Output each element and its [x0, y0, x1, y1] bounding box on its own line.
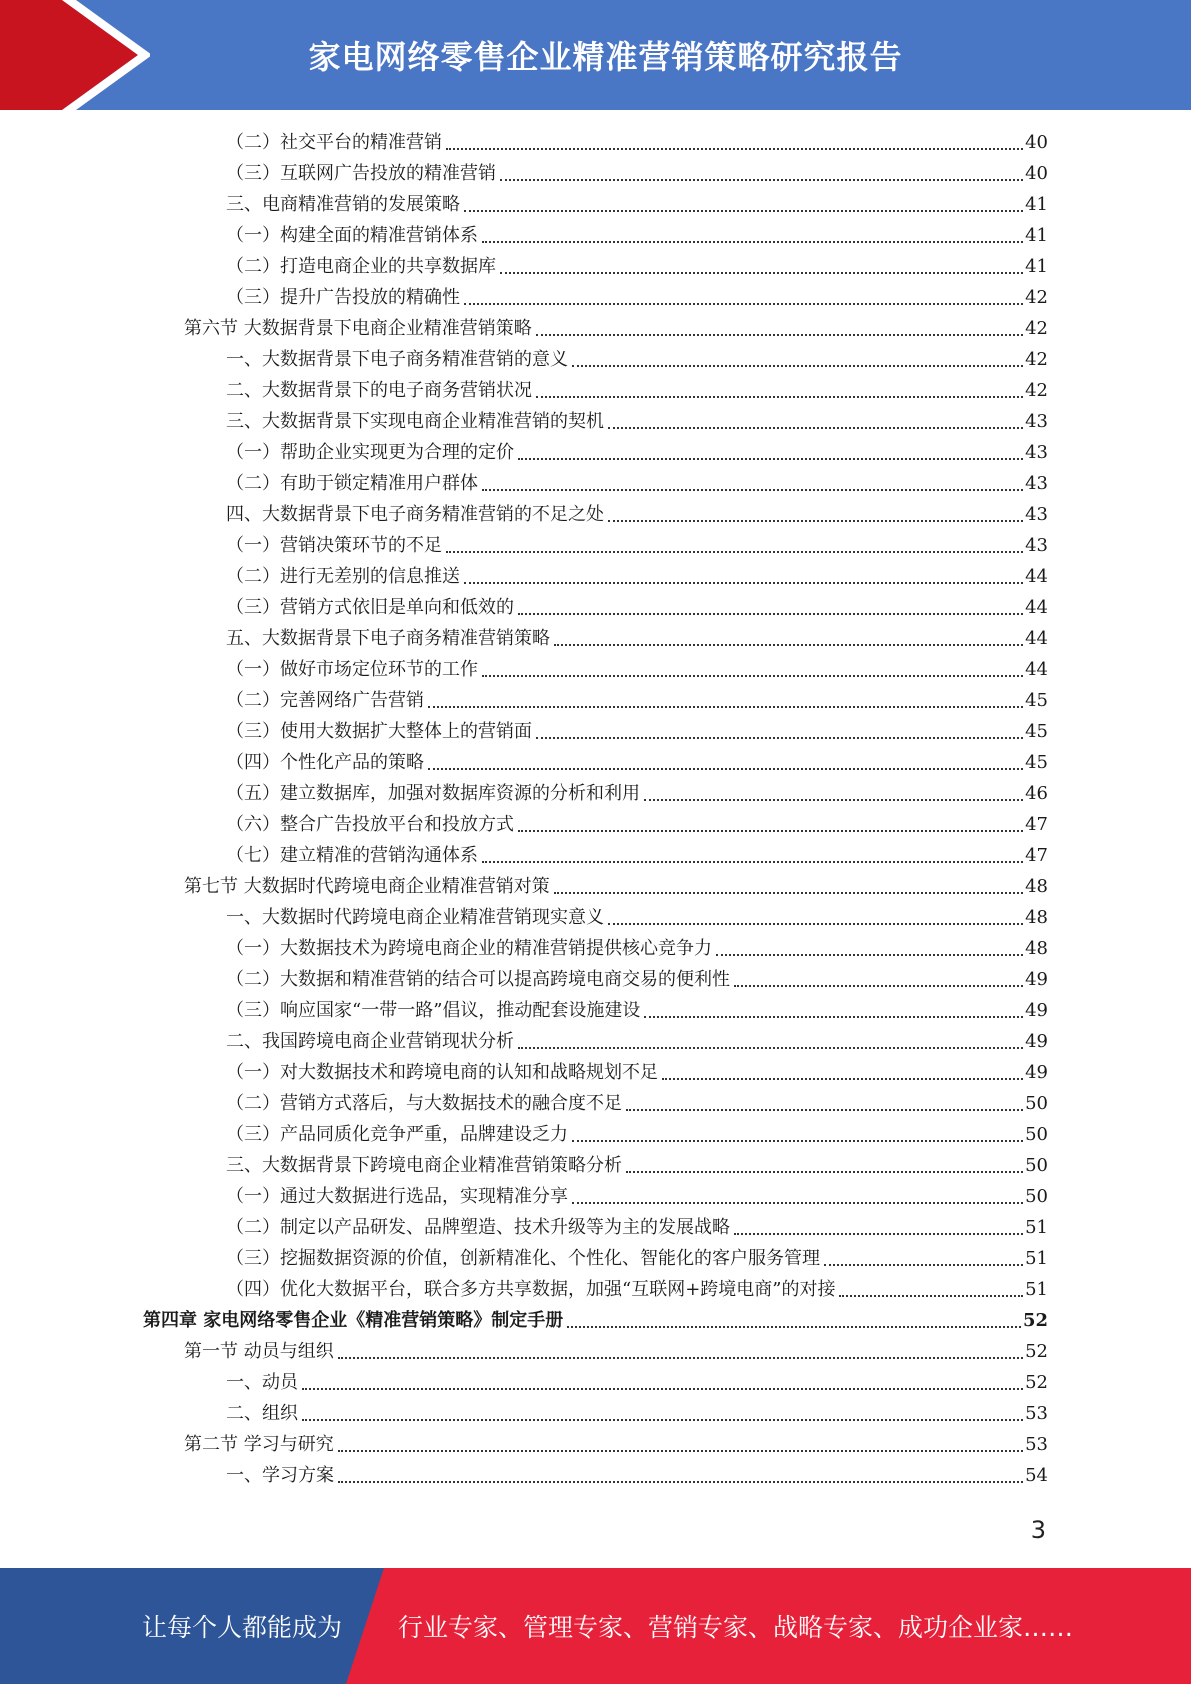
toc-entry-page: 50: [1025, 1124, 1048, 1145]
toc-leader-dots: [428, 767, 1023, 770]
toc-entry[interactable]: [226, 530, 1048, 561]
toc-entry[interactable]: [226, 127, 1048, 158]
page-title: 家电网络零售企业精准营销策略研究报告: [308, 38, 903, 76]
toc-entry-title: （一）对大数据技术和跨境电商的认知和战略规划不足: [226, 1062, 658, 1083]
toc-entry-page: 41: [1025, 256, 1048, 277]
toc-leader-dots: [482, 860, 1023, 863]
toc-entry-title: 一、大数据时代跨境电商企业精准营销现实意义: [226, 907, 604, 928]
toc-entry-page: 43: [1025, 473, 1048, 494]
toc-entry[interactable]: [226, 747, 1048, 778]
toc-entry[interactable]: [226, 716, 1048, 747]
toc-entry[interactable]: [226, 1057, 1048, 1088]
toc-entry-page: 42: [1025, 349, 1048, 370]
toc-leader-dots: [482, 240, 1023, 243]
toc-entry-page: 51: [1025, 1217, 1048, 1238]
toc-entry-page: 44: [1025, 597, 1048, 618]
toc-entry-title: 第六节 大数据背景下电商企业精准营销策略: [184, 318, 532, 339]
toc-leader-dots: [464, 302, 1023, 305]
toc-leader-dots: [446, 147, 1023, 150]
toc-leader-dots: [572, 1139, 1023, 1142]
toc-entry-title: 第七节 大数据时代跨境电商企业精准营销对策: [184, 876, 550, 897]
toc-leader-dots: [536, 395, 1023, 398]
toc-entry-title: （三）提升广告投放的精确性: [226, 287, 460, 308]
toc-leader-dots: [608, 426, 1023, 429]
toc-entry[interactable]: [226, 158, 1048, 189]
toc-entry-title: 四、大数据背景下电子商务精准营销的不足之处: [226, 504, 604, 525]
toc-entry[interactable]: [226, 1212, 1048, 1243]
toc-entry-page: 48: [1025, 876, 1048, 897]
toc-entry-page: 52: [1022, 1310, 1048, 1331]
toc-entry-title: （二）营销方式落后，与大数据技术的融合度不足: [226, 1093, 622, 1114]
toc-entry-title: 三、大数据背景下实现电商企业精准营销的契机: [226, 411, 604, 432]
toc-entry[interactable]: [143, 1305, 1048, 1336]
toc-leader-dots: [338, 1480, 1023, 1483]
toc-entry-page: 52: [1025, 1372, 1048, 1393]
toc-entry-title: （一）构建全面的精准营销体系: [226, 225, 478, 246]
toc-entry-page: 42: [1025, 380, 1048, 401]
toc-entry-title: 五、大数据背景下电子商务精准营销策略: [226, 628, 550, 649]
toc-leader-dots: [572, 1201, 1023, 1204]
toc-entry-title: （三）响应国家“一带一路”倡议，推动配套设施建设: [226, 1000, 641, 1021]
toc-entry-page: 45: [1025, 721, 1048, 742]
toc-entry-title: 第二节 学习与研究: [184, 1434, 334, 1455]
toc-entry[interactable]: [226, 1398, 1048, 1429]
toc-entry-title: （一）营销决策环节的不足: [226, 535, 442, 556]
toc-entry-page: 41: [1025, 194, 1048, 215]
toc-entry-page: 40: [1025, 163, 1048, 184]
toc-entry-title: 二、组织: [226, 1403, 298, 1424]
toc-entry-page: 52: [1025, 1341, 1048, 1362]
toc-entry[interactable]: [226, 1367, 1048, 1398]
toc-entry-title: （一）通过大数据进行选品，实现精准分享: [226, 1186, 568, 1207]
toc-entry-page: 46: [1025, 783, 1048, 804]
toc-entry-page: 50: [1025, 1186, 1048, 1207]
toc-entry[interactable]: [226, 1119, 1048, 1150]
toc-entry[interactable]: [226, 654, 1048, 685]
toc-entry-title: （二）社交平台的精准营销: [226, 132, 442, 153]
toc-leader-dots: [500, 178, 1023, 181]
toc-entry-page: 51: [1025, 1248, 1048, 1269]
page-number: 3: [1030, 1516, 1046, 1544]
footer-slogan-right: 行业专家、管理专家、营销专家、战略专家、成功企业家……: [398, 1613, 1074, 1642]
toc-entry[interactable]: [226, 1026, 1048, 1057]
toc-entry[interactable]: [226, 282, 1048, 313]
toc-leader-dots: [518, 457, 1023, 460]
toc-leader-dots: [554, 643, 1023, 646]
toc-entry-page: 53: [1025, 1434, 1048, 1455]
toc-entry-title: 三、电商精准营销的发展策略: [226, 194, 460, 215]
toc-leader-dots: [644, 1015, 1023, 1018]
toc-entry-title: （二）完善网络广告营销: [226, 690, 424, 711]
toc-entry-title: （三）营销方式依旧是单向和低效的: [226, 597, 514, 618]
toc-leader-dots: [446, 550, 1023, 553]
toc-entry-title: （六）整合广告投放平台和投放方式: [226, 814, 514, 835]
toc-entry[interactable]: [226, 1460, 1048, 1491]
toc-entry-page: 41: [1025, 225, 1048, 246]
toc-leader-dots: [734, 1232, 1023, 1235]
toc-entry-page: 43: [1025, 504, 1048, 525]
toc-leader-dots: [518, 1046, 1023, 1049]
toc-entry-title: （一）大数据技术为跨境电商企业的精准营销提供核心竞争力: [226, 938, 712, 959]
toc-entry-page: 49: [1025, 969, 1048, 990]
toc-leader-dots: [716, 953, 1023, 956]
toc-leader-dots: [572, 364, 1023, 367]
toc-entry-title: （四）优化大数据平台，联合多方共享数据，加强“互联网+跨境电商”的对接: [226, 1279, 836, 1300]
footer-banner: [0, 1568, 1191, 1684]
toc-entry-page: 43: [1025, 411, 1048, 432]
toc-entry[interactable]: [226, 933, 1048, 964]
toc-leader-dots: [464, 209, 1023, 212]
toc-entry-title: 第四章 家电网络零售企业《精准营销策略》制定手册: [143, 1310, 564, 1331]
toc-entry-page: 45: [1025, 690, 1048, 711]
toc-entry-page: 47: [1025, 814, 1048, 835]
toc-entry[interactable]: [184, 1336, 1048, 1367]
toc-entry-title: 一、大数据背景下电子商务精准营销的意义: [226, 349, 568, 370]
toc-leader-dots: [338, 1356, 1023, 1359]
toc-entry-page: 54: [1025, 1465, 1048, 1486]
toc-entry-page: 45: [1025, 752, 1048, 773]
toc-entry[interactable]: [226, 809, 1048, 840]
toc-leader-dots: [644, 798, 1023, 801]
toc-entry-page: 51: [1025, 1279, 1048, 1300]
toc-leader-dots: [608, 922, 1023, 925]
toc-entry-page: 49: [1025, 1031, 1048, 1052]
toc-entry[interactable]: [184, 313, 1048, 344]
toc-entry-title: （二）进行无差别的信息推送: [226, 566, 460, 587]
toc-entry-page: 50: [1025, 1155, 1048, 1176]
toc-entry-title: （三）使用大数据扩大整体上的营销面: [226, 721, 532, 742]
toc-entry[interactable]: [226, 1243, 1048, 1274]
toc-leader-dots: [626, 1108, 1023, 1111]
toc-leader-dots: [482, 674, 1023, 677]
toc-entry-page: 49: [1025, 1000, 1048, 1021]
toc-entry[interactable]: [226, 220, 1048, 251]
toc-entry[interactable]: [184, 1429, 1048, 1460]
toc-entry-page: 48: [1025, 938, 1048, 959]
toc-entry-title: （二）有助于锁定精准用户群体: [226, 473, 478, 494]
toc-entry-page: 43: [1025, 442, 1048, 463]
toc-leader-dots: [824, 1263, 1023, 1266]
toc-entry[interactable]: [226, 685, 1048, 716]
toc-leader-dots: [536, 333, 1023, 336]
toc-leader-dots: [518, 612, 1023, 615]
toc-leader-dots: [428, 705, 1023, 708]
toc-leader-dots: [626, 1170, 1023, 1173]
toc-entry-title: 二、我国跨境电商企业营销现状分析: [226, 1031, 514, 1052]
toc-entry-page: 44: [1025, 566, 1048, 587]
header-banner: [0, 0, 1191, 110]
toc-entry-title: （七）建立精准的营销沟通体系: [226, 845, 478, 866]
toc-entry-page: 44: [1025, 659, 1048, 680]
toc-entry[interactable]: [226, 406, 1048, 437]
toc-entry[interactable]: [226, 251, 1048, 282]
toc-entry[interactable]: [226, 561, 1048, 592]
toc-leader-dots: [536, 736, 1023, 739]
toc-entry-title: 一、动员: [226, 1372, 298, 1393]
toc-entry[interactable]: [226, 1150, 1048, 1181]
toc-entry[interactable]: [184, 871, 1048, 902]
toc-entry[interactable]: [226, 344, 1048, 375]
toc-entry[interactable]: [226, 964, 1048, 995]
toc-entry[interactable]: [226, 375, 1048, 406]
toc-entry-title: （一）帮助企业实现更为合理的定价: [226, 442, 514, 463]
toc-entry-page: 47: [1025, 845, 1048, 866]
toc-entry-title: （三）互联网广告投放的精准营销: [226, 163, 496, 184]
toc-leader-dots: [608, 519, 1023, 522]
toc-entry[interactable]: [226, 1274, 1048, 1305]
toc-leader-dots: [567, 1325, 1021, 1328]
toc-leader-dots: [482, 488, 1023, 491]
footer-slogan-left: 让每个人都能成为: [142, 1613, 343, 1642]
toc-entry-title: 第一节 动员与组织: [184, 1341, 334, 1362]
toc-entry[interactable]: [226, 902, 1048, 933]
toc-entry-title: （一）做好市场定位环节的工作: [226, 659, 478, 680]
toc-entry-page: 44: [1025, 628, 1048, 649]
toc-entry[interactable]: [226, 468, 1048, 499]
toc-entry[interactable]: [226, 1088, 1048, 1119]
toc-leader-dots: [302, 1387, 1023, 1390]
toc-entry-title: 二、大数据背景下的电子商务营销状况: [226, 380, 532, 401]
toc-entry[interactable]: [226, 995, 1048, 1026]
toc-entry[interactable]: [226, 840, 1048, 871]
toc-entry-title: 一、学习方案: [226, 1465, 334, 1486]
toc-leader-dots: [554, 891, 1023, 894]
toc-leader-dots: [839, 1294, 1023, 1297]
toc-entry-page: 40: [1025, 132, 1048, 153]
toc-entry-title: （二）制定以产品研发、品牌塑造、技术升级等为主的发展战略: [226, 1217, 730, 1238]
toc-entry-title: 三、大数据背景下跨境电商企业精准营销策略分析: [226, 1155, 622, 1176]
toc-entry-page: 48: [1025, 907, 1048, 928]
toc-entry[interactable]: [226, 778, 1048, 809]
toc-entry-page: 42: [1025, 287, 1048, 308]
toc-entry-title: （四）个性化产品的策略: [226, 752, 424, 773]
toc-entry-title: （二）打造电商企业的共享数据库: [226, 256, 496, 277]
toc-entry[interactable]: [226, 592, 1048, 623]
toc-entry-title: （五）建立数据库，加强对数据库资源的分析和利用: [226, 783, 640, 804]
toc-leader-dots: [734, 984, 1023, 987]
toc-leader-dots: [302, 1418, 1023, 1421]
toc-leader-dots: [662, 1077, 1023, 1080]
toc-entry-title: （二）大数据和精准营销的结合可以提高跨境电商交易的便利性: [226, 969, 730, 990]
toc-entry[interactable]: [226, 437, 1048, 468]
toc-entry[interactable]: [226, 623, 1048, 654]
toc-entry[interactable]: [226, 499, 1048, 530]
toc-entry[interactable]: [226, 1181, 1048, 1212]
toc-leader-dots: [500, 271, 1023, 274]
toc-entry-title: （三）产品同质化竞争严重，品牌建设乏力: [226, 1124, 568, 1145]
toc-entry-page: 42: [1025, 318, 1048, 339]
toc-entry-page: 53: [1025, 1403, 1048, 1424]
toc-entry-page: 50: [1025, 1093, 1048, 1114]
toc-entry-page: 49: [1025, 1062, 1048, 1083]
toc-entry[interactable]: [226, 189, 1048, 220]
toc-entry-title: （三）挖掘数据资源的价值，创新精准化、个性化、智能化的客户服务管理: [226, 1248, 820, 1269]
toc-leader-dots: [338, 1449, 1023, 1452]
toc-leader-dots: [518, 829, 1023, 832]
toc-leader-dots: [464, 581, 1023, 584]
toc-entry-page: 43: [1025, 535, 1048, 556]
